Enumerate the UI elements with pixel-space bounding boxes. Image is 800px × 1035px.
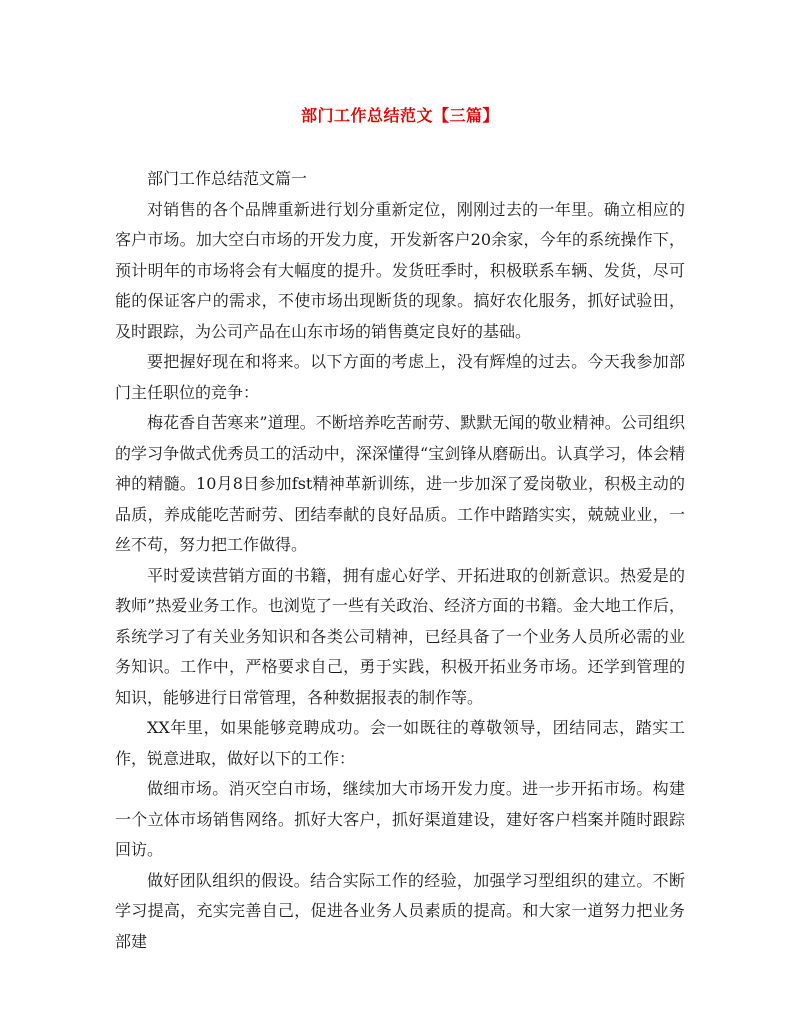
paragraph: 做细市场。消灭空白市场，继续加大市场开发力度。进一步开拓市场。构建一个立体市场销售网络。抓好大客户，抓好渠道建设，建好客户档案并随时跟踪回访。 [115,779,685,859]
document-title: 部门工作总结范文【三篇】 [300,106,499,125]
paragraph: XX年里，如果能够竞聘成功。会一如既往的尊敬领导，团结同志，踏实工作，锐意进取，做好以下的工作： [115,718,685,768]
paragraph: 平时爱读营销方面的书籍，拥有虚心好学、开拓进取的创新意识。热爱是的教师”热爱业务工作。也浏览了一些有关政治、经济方面的书籍。金大地工作后，系统学习了有关业务知识和各类公司精神，已经具备了一个业务人员所必需的业务知识。工作中，严格要求自己，勇于实践，积极开拓业务市场。还学到管理的知识，能够进行日常管理，各种数据报表的制作等。 [115,565,685,707]
paragraph: 做好团队组织的假设。结合实际工作的经验，加强学习型组织的建立。不断学习提高，充实完善自己，促进各业务人员素质的提高。和大家一道努力把业务部建 [115,870,685,951]
paragraph: 要把握好现在和将来。以下方面的考虑上，没有辉煌的过去。今天我参加部门主任职位的竞争： [115,352,685,402]
document-body [115,164,685,957]
section-heading: 部门工作总结范文篇一 [147,169,308,188]
paragraph: 梅花香自苦寒来”道理。不断培养吃苦耐劳、默默无闻的敬业精神。公司组织的学习争做式优秀员工的活动中，深深懂得“宝剑锋从磨砺出。认真学习，体会精神的精髓。10月8日参加fst精神革新训练，进一步加深了爱岗敬业，积极主动的品质，养成能吃苦耐劳、团结奉献的良好品质。工作中踏踏实实，兢兢业业，一丝不苟，努力把工作做得。 [115,413,685,554]
paragraph: 对销售的各个品牌重新进行划分重新定位，刚刚过去的一年里。确立相应的客户市场。加大空白市场的开发力度，开发新客户20余家，今年的系统操作下，预计明年的市场将会有大幅度的提升。发货旺季时，积极联系车辆、发货，尽可能的保证客户的需求，不使市场出现断货的现象。搞好农化服务，抓好试验田，及时跟踪，为公司产品在山东市场的销售奠定良好的基础。 [115,199,685,341]
